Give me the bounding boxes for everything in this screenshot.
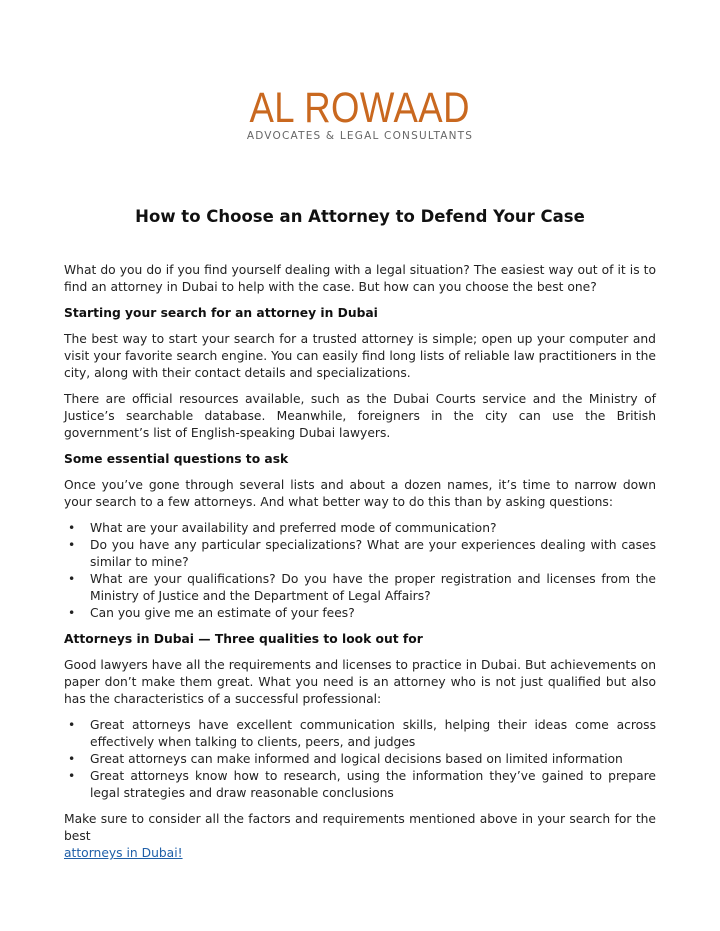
list-item-text: Can you give me an estimate of your fees?: [90, 606, 355, 620]
list-item-text: Great attorneys can make informed and logical decisions based on limited information: [90, 752, 623, 766]
list-item: [64, 520, 656, 537]
section-heading-qualities: Attorneys in Dubai — Three qualities to look out for: [64, 632, 423, 646]
page-title: How to Choose an Attorney to Defend Your Case: [135, 207, 585, 226]
list-item: [64, 571, 656, 605]
list-item: [64, 751, 656, 768]
list-item-text: What are your availability and preferred mode of communication?: [90, 521, 497, 535]
qualities-paragraph: Good lawyers have all the requirements and licenses to practice in Dubai. But achievements on paper don’t make them great. What you need is an attorney who is not just qualified but also has the characteristics of a successful professional:: [64, 658, 656, 706]
list-item: [64, 717, 656, 751]
bullet-icon: •: [68, 572, 76, 586]
section-heading-questions: Some essential questions to ask: [64, 452, 289, 466]
attorneys-dubai-link[interactable]: attorneys in Dubai!: [64, 846, 183, 860]
article-body: [64, 262, 656, 871]
qualities-list: [64, 717, 656, 802]
bullet-icon: •: [68, 538, 76, 552]
list-item: [64, 768, 656, 802]
list-item-text: Great attorneys know how to research, using the information they’ve gained to prepare legal strategies and draw reasonable conclusions: [90, 769, 656, 800]
list-item-text: Great attorneys have excellent communication skills, helping their ideas come across effectively when talking to clients, peers, and judges: [90, 718, 656, 749]
search-paragraph-2: There are official resources available, such as the Dubai Courts service and the Ministry of Justice’s searchable database. Meanwhile, foreigners in the city can use the British government’s list of English-speaking Dubai lawyers.: [64, 392, 656, 440]
bullet-icon: •: [68, 521, 76, 535]
questions-paragraph: Once you’ve gone through several lists and about a dozen names, it’s time to narrow down your search to a few attorneys. And what better way to do this than by asking questions:: [64, 478, 656, 509]
search-paragraph-1: The best way to start your search for a trusted attorney is simple; open up your computer and visit your favorite search engine. You can easily find long lists of reliable law practitioners in the city, along with their contact details and specializations.: [64, 332, 656, 380]
intro-paragraph: What do you do if you find yourself dealing with a legal situation? The easiest way out of it is to find an attorney in Dubai to help with the case. But how can you choose the best one?: [64, 263, 656, 294]
bullet-icon: •: [68, 718, 76, 732]
bullet-icon: •: [68, 769, 76, 783]
list-item-text: What are your qualifications? Do you have the proper registration and licenses from the Ministry of Justice and the Department of Legal Affairs?: [90, 572, 656, 603]
closing-paragraph: [64, 811, 656, 862]
bullet-icon: •: [68, 752, 76, 766]
list-item: [64, 605, 656, 622]
logo-name: AL ROWAAD: [249, 84, 471, 132]
company-logo: [0, 84, 720, 142]
list-item-text: Do you have any particular specializations? What are your experiences dealing with cases similar to mine?: [90, 538, 656, 569]
bullet-icon: •: [68, 606, 76, 620]
questions-list: [64, 520, 656, 622]
section-heading-search: Starting your search for an attorney in Dubai: [64, 306, 378, 320]
closing-text: Make sure to consider all the factors and requirements mentioned above in your search for the best: [64, 812, 656, 843]
logo-tagline: ADVOCATES & LEGAL CONSULTANTS: [246, 130, 474, 142]
list-item: [64, 537, 656, 571]
